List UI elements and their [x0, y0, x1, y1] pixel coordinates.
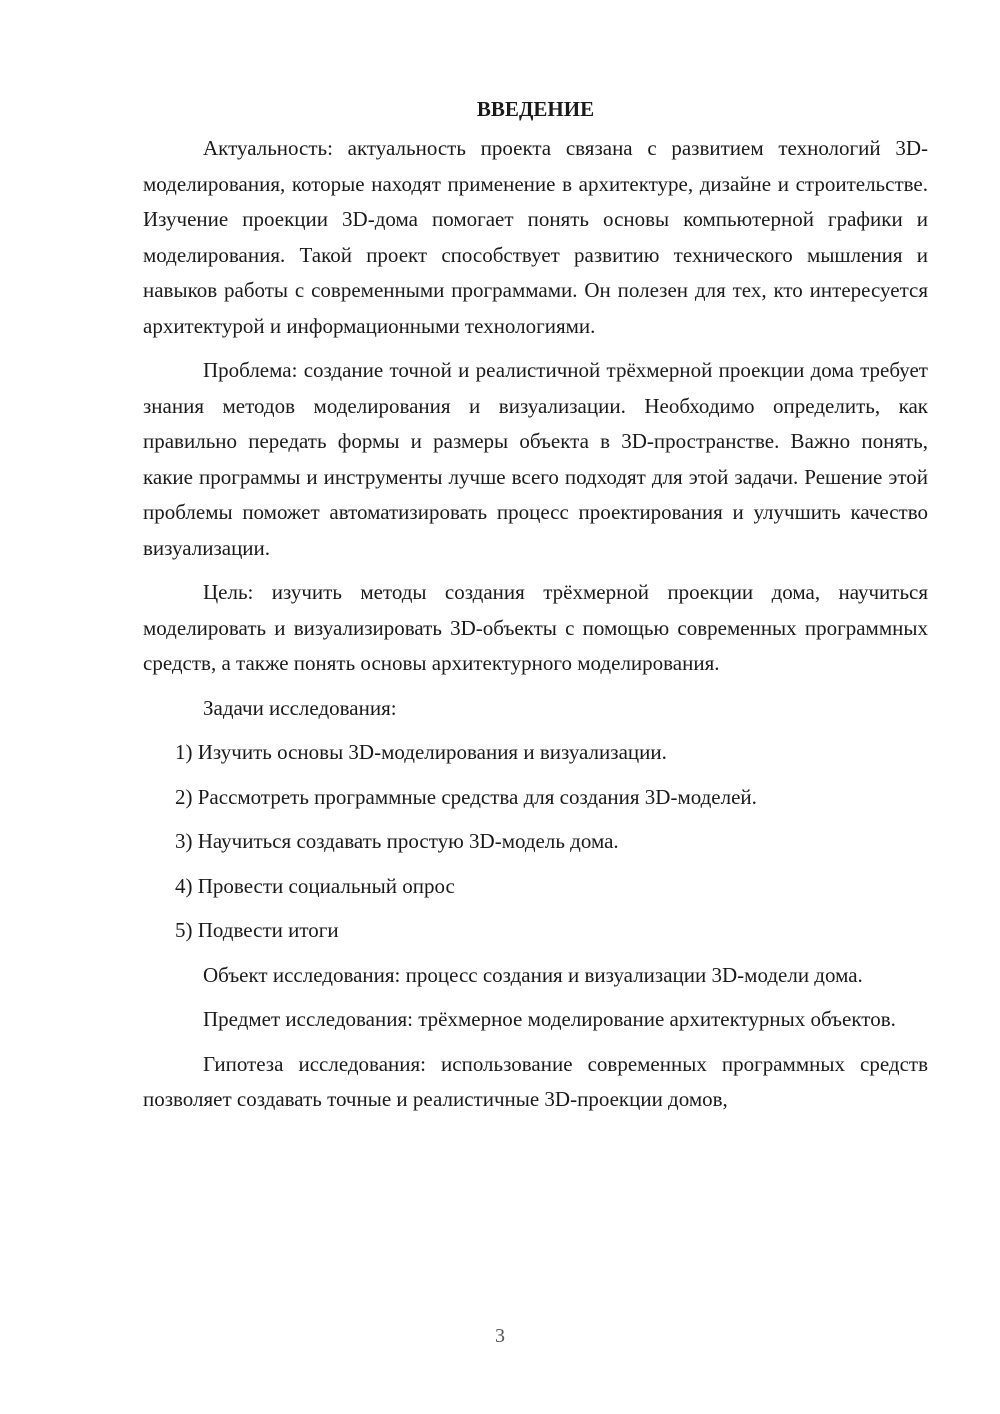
document-page: [143, 92, 928, 1127]
list-item: 4) Провести социальный опрос: [175, 873, 455, 898]
page-number: 3: [495, 1325, 505, 1347]
page-title: ВВЕДЕНИЕ: [476, 97, 595, 121]
tasks-label: Задачи исследования:: [203, 695, 397, 720]
paragraph-subject: Предмет исследования: трёхмерное моделирование архитектурных объектов.: [203, 1007, 896, 1031]
tasks-list: [143, 735, 928, 949]
paragraph-goal: Цель: изучить методы создания трёхмерной проекции дома, научиться моделировать и визуализировать 3D-объекты с помощью современных программных средств, а также понять основы архитектурного моделирования.: [143, 580, 928, 675]
paragraph-problem: Проблема: создание точной и реалистичной трёхмерной проекции дома требует знания методов моделирования и визуализации. Необходимо определить, как правильно передать формы и размеры объекта в 3D-пространстве. Важно понять, какие программы и инструменты лучше всего подходят для этой задачи. Решение этой проблемы поможет автоматизировать процесс проектирования и улучшить качество визуализации.: [143, 358, 928, 560]
list-item: 5) Подвести итоги: [175, 918, 339, 942]
list-item: 2) Рассмотреть программные средства для создания 3D-моделей.: [175, 784, 757, 809]
paragraph-object: Объект исследования: процесс создания и визуализации 3D-модели дома.: [203, 962, 863, 987]
list-item: 3) Научиться создавать простую 3D-модель дома.: [175, 829, 619, 853]
paragraph-relevance: Актуальность: актуальность проекта связана с развитием технологий 3D-моделирования, которые находят применение в архитектуре, дизайне и строительстве. Изучение проекции 3D-дома помогает понять основы компьютерной графики и моделирования. Такой проект способствует развитию технического мышления и навыков работы с современными программами. Он полезен для тех, кто интересуется архитектурой и информационными технологиями.: [143, 136, 928, 338]
list-item: 1) Изучить основы 3D-моделирования и визуализации.: [175, 740, 667, 764]
paragraph-hypothesis: Гипотеза исследования: использование современных программных средств позволяет создавать точные и реалистичные 3D-проекции домов,: [143, 1051, 928, 1111]
